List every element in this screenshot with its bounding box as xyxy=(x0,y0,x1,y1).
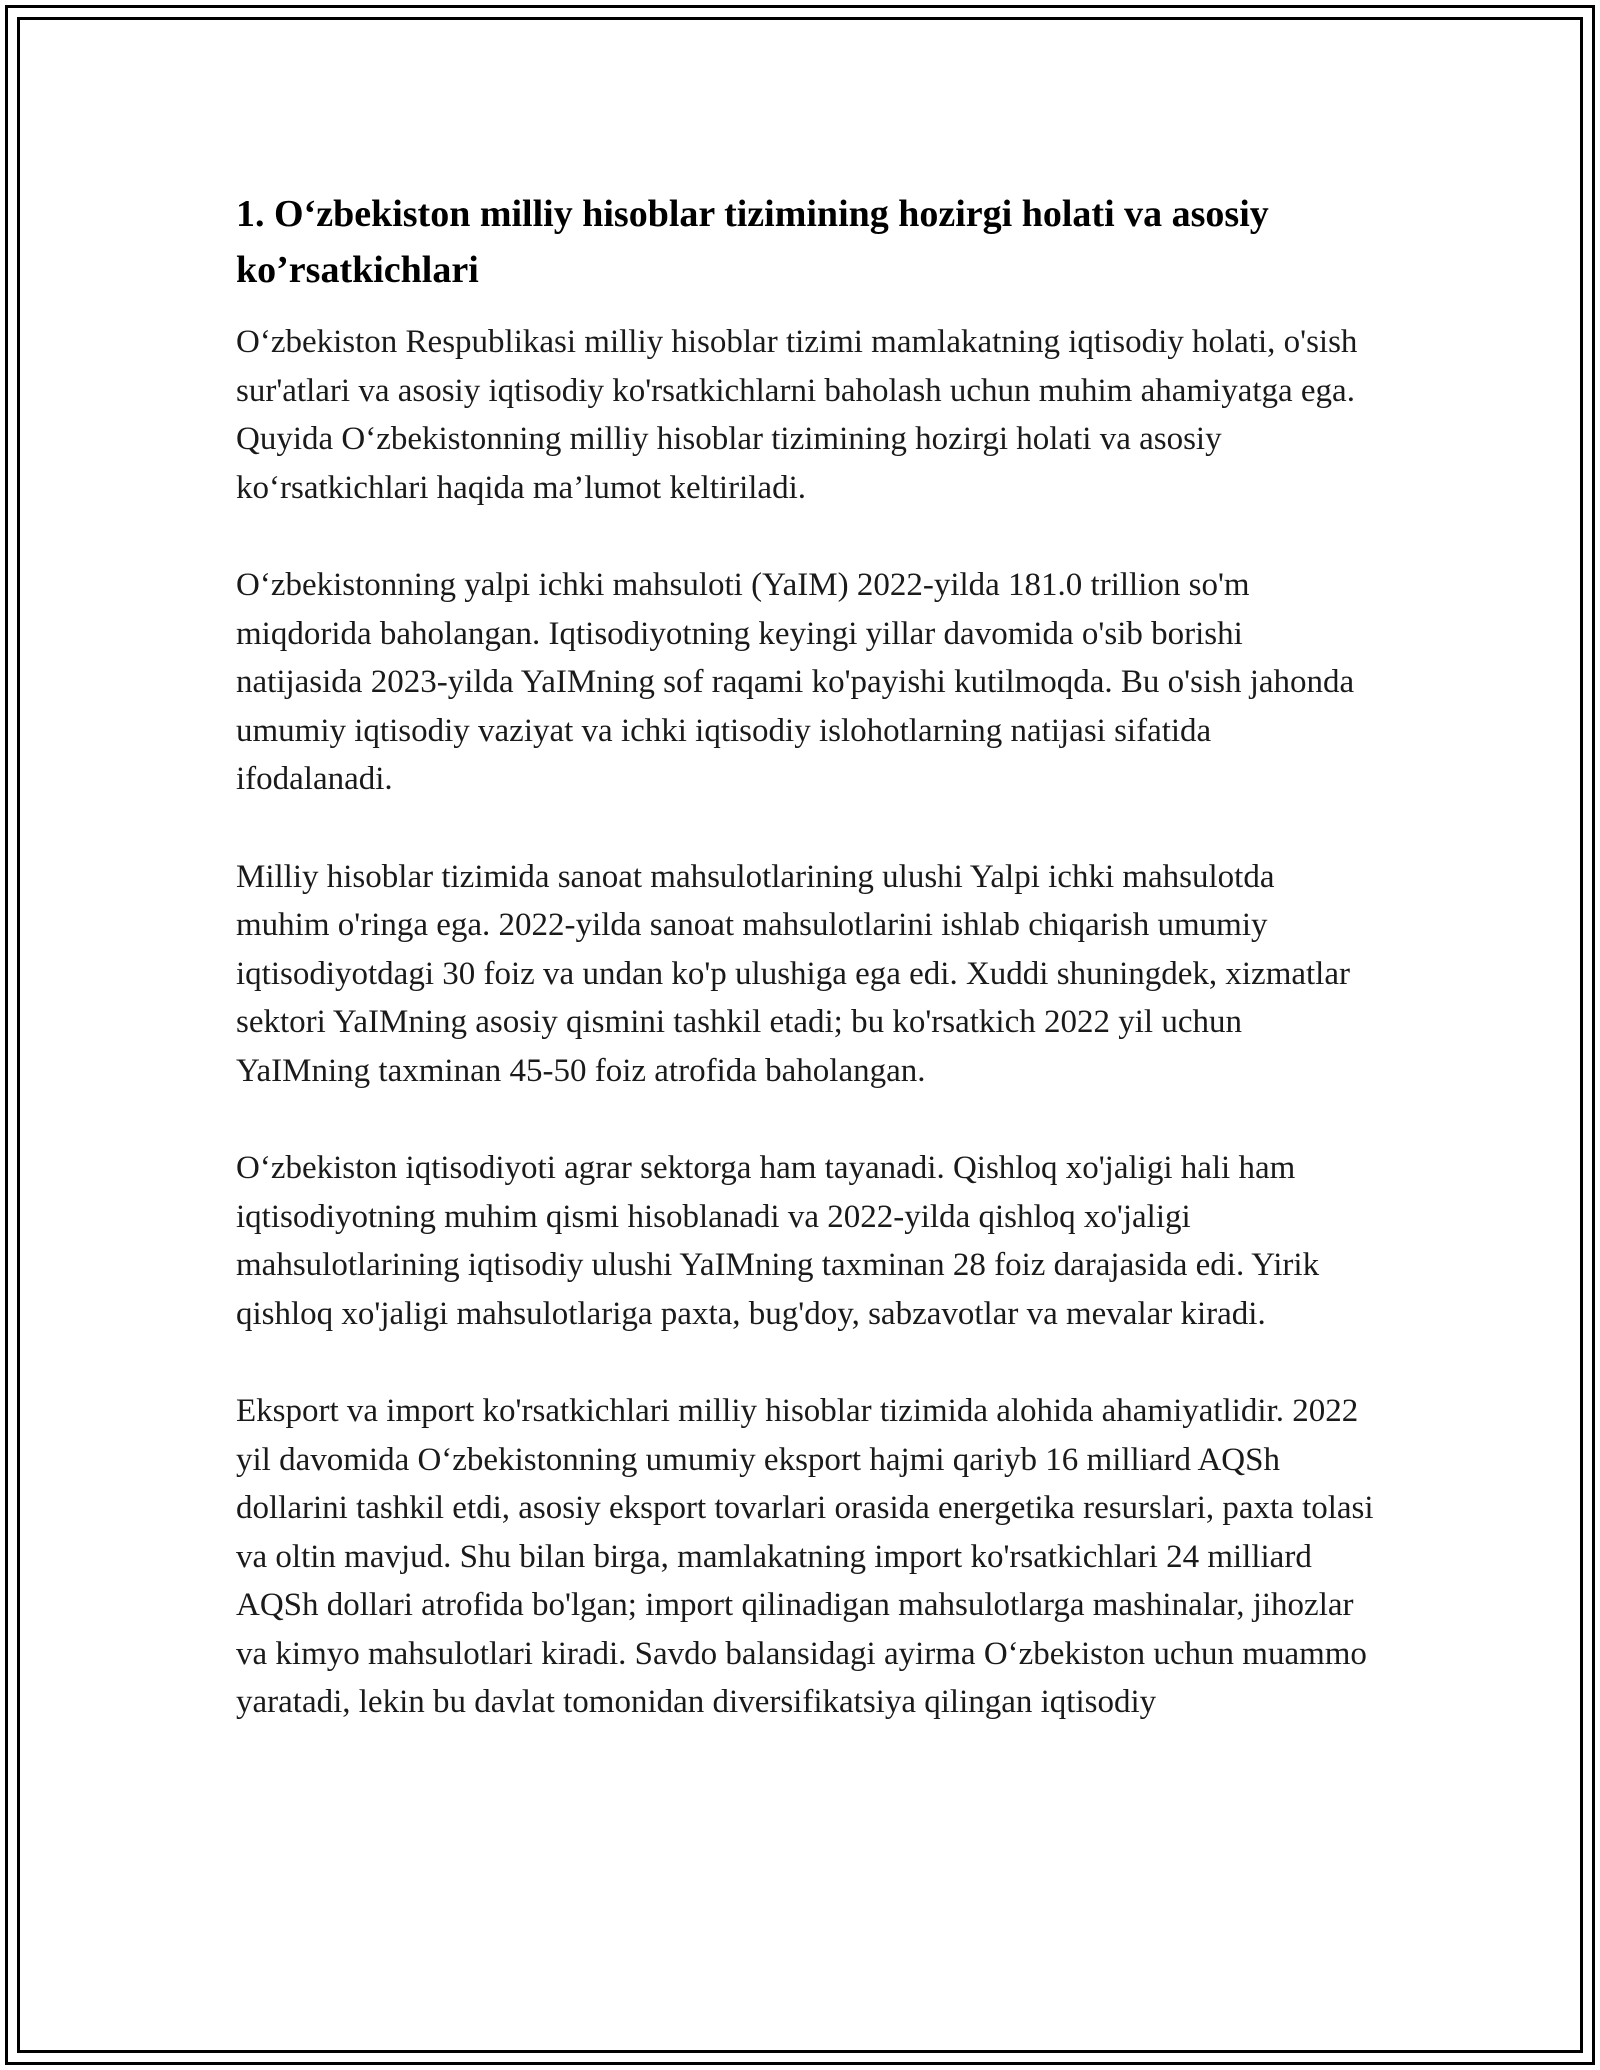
section-heading: 1. O‘zbekiston milliy hisoblar tizimining hozirgi holati va asosiy ko’rsatkichlari xyxy=(236,193,1269,291)
paragraph-agriculture: O‘zbekiston iqtisodiyoti agrar sektorga ham tayanadi. Qishloq xo'jaligi hali ham iqtisodiyotning muhim qismi hisoblanadi va 2022-yilda qishloq xo'jaligi mahsulotlarining iqtisodiy ulushi YaIMning taxminan 28 foiz darajasida edi. Yirik qishloq xo'jaligi mahsulotlariga paxta, bug'doy, sabzavotlar va mevalar kiradi. xyxy=(236,1150,1320,1332)
paragraph-trade: Eksport va import ko'rsatkichlari milliy hisoblar tizimida alohida ahamiyatlidir. 2022 yil davomida O‘zbekistonning umumiy eksport hajmi qariyb 16 milliard AQSh dollarini tashkil etdi, asosiy eksport tovarlari orasida energetika resurslari, paxta tolasi va oltin mavjud. Shu bilan birga, mamlakatning import ko'rsatkichlari 24 milliard AQSh dollari atrofida bo'lgan; import qilinadigan mahsulotlarga mashinalar, jihozlar va kimyo mahsulotlari kiradi. Savdo balansidagi ayirma O‘zbekiston uchun muammo yaratadi, lekin bu davlat tomonidan diversifikatsiya qilingan iqtisodiy xyxy=(236,1393,1374,1720)
paragraph-industry: Milliy hisoblar tizimida sanoat mahsulotlarining ulushi Yalpi ichki mahsulotda muhim o'ringa ega. 2022-yilda sanoat mahsulotlarini ishlab chiqarish umumiy iqtisodiyotdagi 30 foiz va undan ko'p ulushiga ega edi. Xuddi shuningdek, xizmatlar sektori YaIMning asosiy qismini tashkil etadi; bu ko'rsatkich 2022 yil uchun YaIMning taxminan 45-50 foiz atrofida baholangan. xyxy=(236,858,1350,1089)
document-body xyxy=(236,186,1376,1727)
paragraph-gdp: O‘zbekistonning yalpi ichki mahsuloti (YaIM) 2022-yilda 181.0 trillion so'm miqdorida baholangan. Iqtisodiyotning keyingi yillar davomida o'sib borishi natijasida 2023-yilda YaIMning sof raqami ko'payishi kutilmoqda. Bu o'sish jahonda umumiy iqtisodiy vaziyat va ichki iqtisodiy islohotlarning natijasi sifatida ifodalanadi. xyxy=(236,567,1355,797)
paragraph-intro: O‘zbekiston Respublikasi milliy hisoblar tizimi mamlakatning iqtisodiy holati, o'sish sur'atlari va asosiy iqtisodiy ko'rsatkichlarni baholash uchun muhim ahamiyatga ega. Quyida O‘zbekistonning milliy hisoblar tizimining hozirgi holati va asosiy ko‘rsatkichlari haqida ma’lumot keltiriladi. xyxy=(236,324,1358,506)
